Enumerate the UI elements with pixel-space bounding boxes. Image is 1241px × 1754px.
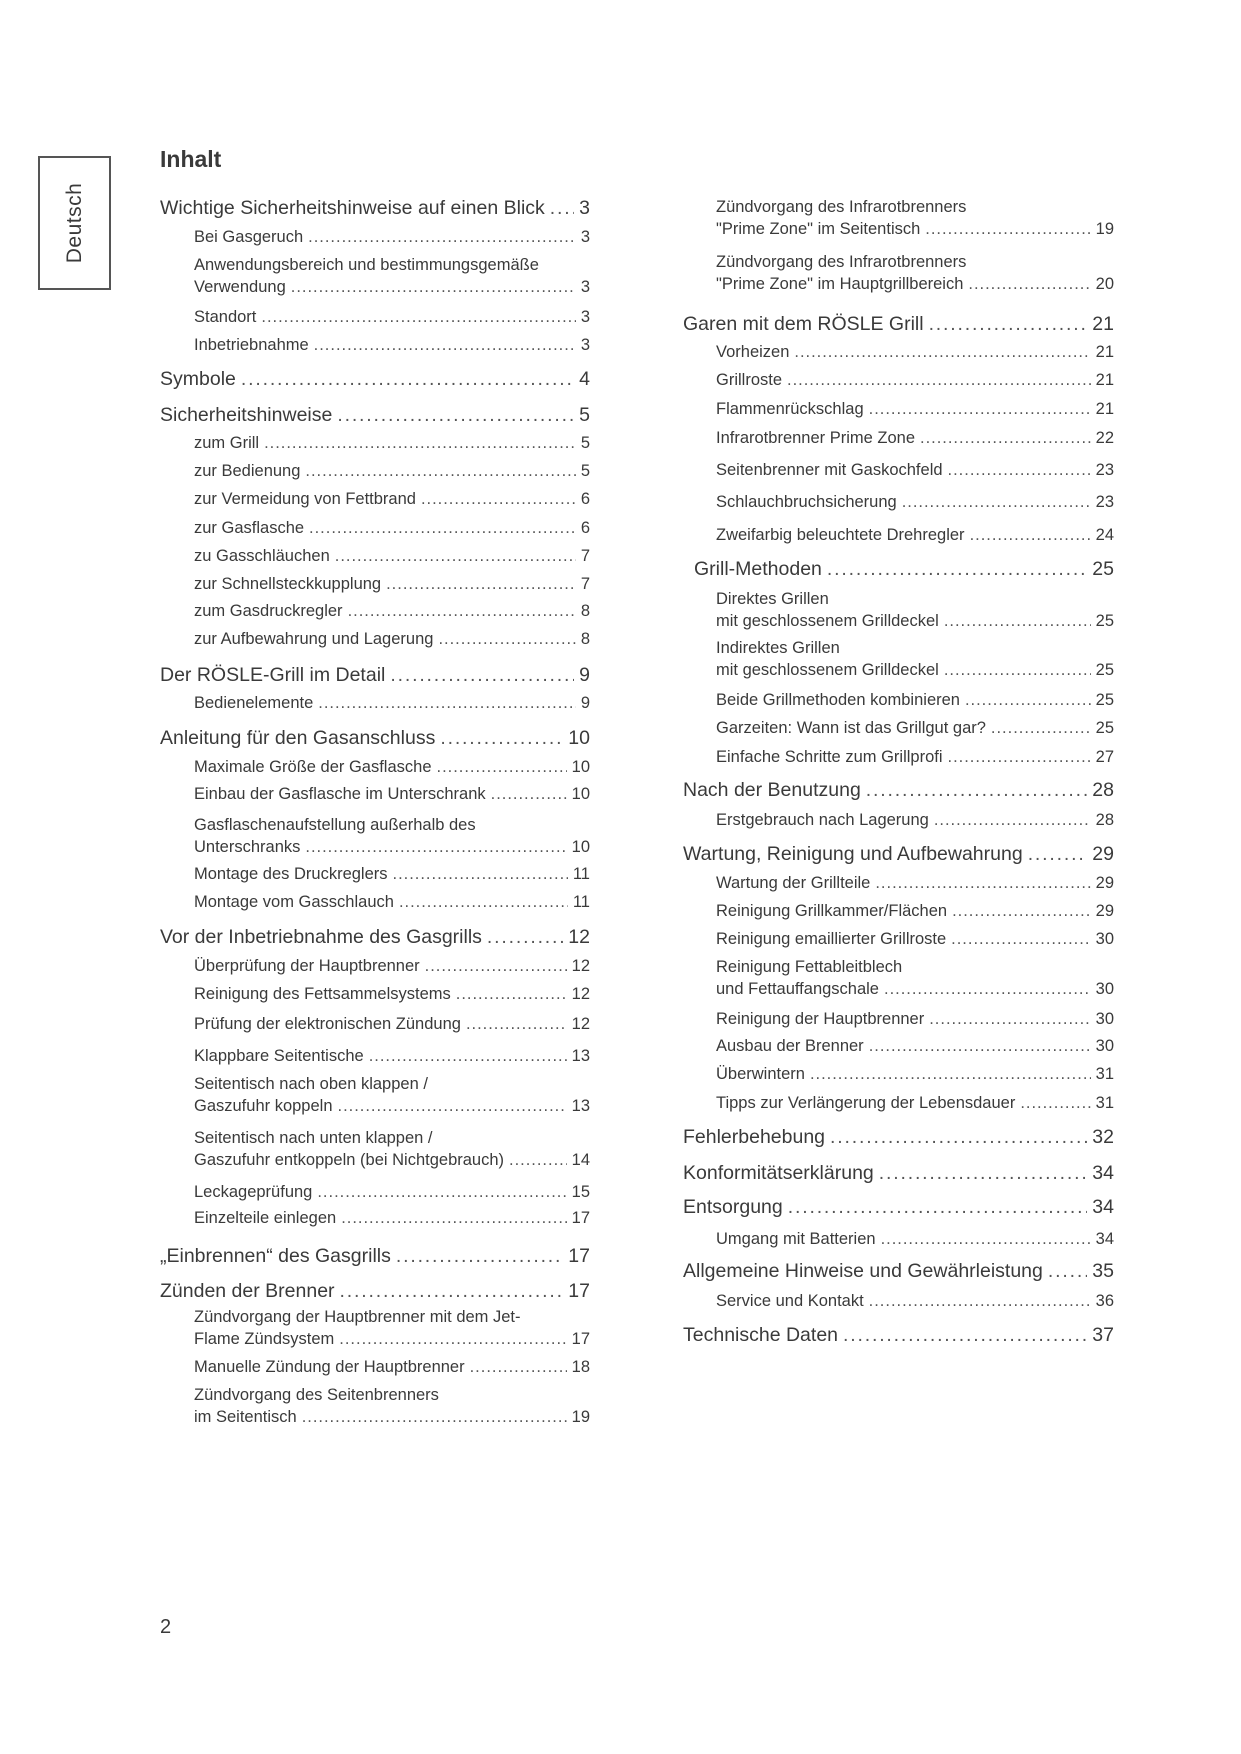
toc-entry-title: Service und Kontakt	[716, 1292, 864, 1310]
toc-entry[interactable]	[716, 588, 1114, 632]
toc-entry[interactable]	[194, 1356, 590, 1378]
toc-entry-page: 18	[571, 1358, 590, 1376]
toc-entry-title: Einfache Schritte zum Grillprofi	[716, 748, 943, 766]
toc-leader-dots	[438, 628, 575, 650]
toc-entry[interactable]	[716, 1290, 1114, 1312]
toc-entry-title: Flame Zündsystem	[194, 1330, 335, 1348]
toc-entry-title: Vor der Inbetriebnahme des Gasgrills	[160, 926, 482, 948]
language-tab	[38, 156, 111, 290]
toc-entry-page: 34	[1092, 1196, 1114, 1218]
toc-entry-title: Grillroste	[716, 371, 783, 389]
toc-entry[interactable]	[716, 809, 1114, 831]
toc-entry[interactable]	[716, 1228, 1114, 1250]
toc-leader-dots	[948, 746, 1091, 768]
toc-entry[interactable]	[194, 756, 590, 778]
toc-entry[interactable]	[716, 928, 1114, 950]
toc-entry-title: mit geschlossenem Grilldeckel	[716, 661, 939, 679]
toc-entry-page: 10	[571, 785, 590, 803]
toc-entry-page: 5	[580, 462, 590, 480]
toc-entry-title: Verwendung	[194, 278, 286, 296]
toc-leader-dots	[399, 891, 568, 913]
toc-entry[interactable]	[716, 341, 1114, 363]
toc-entry-page: 7	[580, 575, 590, 593]
toc-entry-page: 21	[1092, 313, 1114, 335]
toc-entry-title: Reinigung des Fettsammelsystems	[194, 985, 451, 1003]
toc-entry-page: 37	[1092, 1324, 1114, 1346]
toc-leader-dots	[866, 778, 1088, 802]
toc-leader-dots	[314, 334, 576, 356]
toc-entry[interactable]	[683, 312, 1114, 336]
toc-leader-dots	[879, 1161, 1088, 1185]
toc-entry-page: 25	[1095, 612, 1114, 630]
toc-entry-title: zur Bedienung	[194, 462, 301, 480]
toc-entry-title: Zünden der Brenner	[160, 1280, 335, 1302]
toc-entry[interactable]	[194, 545, 590, 567]
toc-entry-page: 6	[580, 519, 590, 537]
toc-entry-page: 12	[571, 985, 590, 1003]
toc-entry-page: 17	[571, 1330, 590, 1348]
toc-entry-title: Wartung der Grillteile	[716, 874, 871, 892]
toc-entry[interactable]	[716, 398, 1114, 420]
toc-entry[interactable]	[194, 460, 590, 482]
toc-entry-page: 4	[579, 368, 590, 390]
toc-leader-dots	[1028, 842, 1088, 866]
toc-entry-page: 3	[580, 228, 590, 246]
toc-entry-title-line: Anwendungsbereich und bestimmungsgemäße	[194, 256, 539, 274]
toc-entry-page: 9	[580, 694, 590, 712]
toc-entry[interactable]	[716, 1008, 1114, 1030]
toc-entry-page: 23	[1095, 493, 1114, 511]
toc-entry[interactable]	[716, 717, 1114, 739]
toc-entry-page: 17	[568, 1245, 590, 1267]
toc-entry[interactable]	[194, 573, 590, 595]
toc-entry[interactable]	[716, 1035, 1114, 1057]
toc-entry-page: 28	[1092, 779, 1114, 801]
toc-entry-title: Montage vom Gasschlauch	[194, 893, 394, 911]
toc-entry-title: Gaszufuhr entkoppeln (bei Nichtgebrauch)	[194, 1151, 505, 1169]
toc-entry-page: 3	[579, 197, 590, 219]
toc-leader-dots	[318, 692, 576, 714]
toc-leader-dots	[305, 836, 566, 858]
toc-entry[interactable]	[194, 783, 590, 805]
toc-entry-page: 19	[1095, 220, 1114, 238]
toc-entry-title: Seitenbrenner mit Gaskochfeld	[716, 461, 943, 479]
toc-entry-title: Schlauchbruchsicherung	[716, 493, 897, 511]
toc-entry-title: Nach der Benutzung	[683, 779, 861, 801]
toc-leader-dots	[902, 491, 1091, 513]
toc-entry-page: 11	[572, 865, 590, 883]
toc-entry[interactable]	[194, 254, 590, 298]
toc-entry-page: 15	[571, 1183, 590, 1201]
toc-leader-dots	[929, 1008, 1090, 1030]
toc-entry-page: 23	[1095, 461, 1114, 479]
toc-entry[interactable]	[683, 1161, 1114, 1185]
toc-entry-title: zum Grill	[194, 434, 260, 452]
toc-entry-title: im Seitentisch	[194, 1408, 297, 1426]
toc-entry-page: 30	[1095, 980, 1114, 998]
toc-leader-dots	[264, 432, 576, 454]
toc-entry-page: 3	[580, 336, 590, 354]
toc-leader-dots	[944, 659, 1091, 681]
toc-leader-dots	[948, 459, 1091, 481]
toc-leader-dots	[348, 600, 576, 622]
toc-entry-title: Erstgebrauch nach Lagerung	[716, 811, 929, 829]
toc-entry[interactable]	[716, 196, 1114, 240]
toc-entry-page: 6	[580, 490, 590, 508]
toc-entry[interactable]	[694, 557, 1114, 581]
toc-entry[interactable]	[160, 403, 590, 427]
toc-entry-title: Grill-Methoden	[694, 558, 822, 580]
toc-entry-title: zu Gasschläuchen	[194, 547, 330, 565]
toc-leader-dots	[934, 809, 1091, 831]
toc-leader-dots	[991, 717, 1091, 739]
toc-entry-page: 13	[571, 1097, 590, 1115]
toc-entry[interactable]	[716, 956, 1114, 1000]
toc-entry-page: 35	[1092, 1260, 1114, 1282]
toc-entry[interactable]	[160, 663, 590, 687]
toc-leader-dots	[341, 1207, 566, 1229]
toc-entry-title: Überprüfung der Hauptbrenner	[194, 957, 420, 975]
toc-entry[interactable]	[194, 432, 590, 454]
toc-entry-title-line: Seitentisch nach oben klappen /	[194, 1075, 428, 1093]
toc-leader-dots	[944, 610, 1091, 632]
toc-entry-title: Standort	[194, 308, 257, 326]
toc-entry-title: zur Aufbewahrung und Lagerung	[194, 630, 434, 648]
toc-leader-dots	[421, 488, 576, 510]
toc-leader-dots	[241, 367, 574, 391]
toc-entry[interactable]	[683, 842, 1114, 866]
toc-entry-title: Flammenrückschlag	[716, 400, 864, 418]
toc-entry[interactable]	[160, 196, 590, 220]
toc-entry[interactable]	[194, 1127, 590, 1171]
toc-entry-title: Bedienelemente	[194, 694, 314, 712]
toc-entry-page: 21	[1095, 371, 1114, 389]
toc-entry-page: 29	[1095, 874, 1114, 892]
toc-leader-dots	[393, 863, 568, 885]
toc-entry-page: 12	[568, 926, 590, 948]
toc-entry[interactable]	[160, 1244, 590, 1268]
toc-entry-title: zum Gasdruckregler	[194, 602, 343, 620]
toc-entry-title: Leckageprüfung	[194, 1183, 313, 1201]
toc-leader-dots	[920, 427, 1091, 449]
toc-entry-title-line: Seitentisch nach unten klappen /	[194, 1129, 433, 1147]
toc-entry-page: 29	[1092, 843, 1114, 865]
toc-entry-title: Wartung, Reinigung und Aufbewahrung	[683, 843, 1023, 865]
toc-leader-dots	[810, 1063, 1091, 1085]
toc-entry-page: 12	[571, 957, 590, 975]
toc-entry-page: 20	[1095, 275, 1114, 293]
toc-entry-title: Entsorgung	[683, 1196, 783, 1218]
toc-entry-page: 22	[1095, 429, 1114, 447]
toc-entry[interactable]	[716, 637, 1114, 681]
toc-entry[interactable]	[194, 306, 590, 328]
toc-entry-page: 12	[571, 1015, 590, 1033]
toc-leader-dots	[968, 273, 1090, 295]
toc-leader-dots	[794, 341, 1090, 363]
toc-entry[interactable]	[194, 1073, 590, 1117]
toc-leader-dots	[317, 1181, 566, 1203]
toc-entry[interactable]	[194, 1013, 590, 1035]
toc-entry-page: 3	[580, 278, 590, 296]
toc-entry-page: 7	[580, 547, 590, 565]
toc-leader-dots	[396, 1244, 563, 1268]
toc-entry-page: 19	[571, 1408, 590, 1426]
toc-leader-dots	[309, 517, 576, 539]
toc-entry-title: Manuelle Zündung der Hauptbrenner	[194, 1358, 465, 1376]
toc-entry-page: 17	[568, 1280, 590, 1302]
toc-entry[interactable]	[194, 1207, 590, 1229]
toc-entry-title: Inbetriebnahme	[194, 336, 309, 354]
toc-leader-dots	[965, 689, 1091, 711]
toc-entry-title-line: Direktes Grillen	[716, 590, 829, 608]
toc-entry-title: Garen mit dem RÖSLE Grill	[683, 313, 924, 335]
toc-entry-title: Infrarotbrenner Prime Zone	[716, 429, 916, 447]
toc-entry-title: Fehlerbehebung	[683, 1126, 826, 1148]
toc-entry[interactable]	[716, 427, 1114, 449]
toc-entry-title: Unterschranks	[194, 838, 301, 856]
toc-entry-title-line: Zündvorgang des Infrarotbrenners	[716, 253, 967, 271]
toc-entry-title: Reinigung emaillierter Grillroste	[716, 930, 947, 948]
toc-entry-title: Reinigung der Hauptbrenner	[716, 1010, 925, 1028]
toc-leader-dots	[884, 978, 1091, 1000]
toc-entry[interactable]	[716, 1063, 1114, 1085]
toc-entry-title-line: Indirektes Grillen	[716, 639, 840, 657]
toc-entry-page: 31	[1095, 1094, 1114, 1112]
toc-entry[interactable]	[160, 726, 590, 750]
toc-entry[interactable]	[683, 1323, 1114, 1347]
toc-entry-page: 25	[1092, 558, 1114, 580]
toc-leader-dots	[456, 983, 567, 1005]
toc-leader-dots	[869, 398, 1091, 420]
toc-entry[interactable]	[194, 1306, 590, 1350]
toc-entry[interactable]	[683, 778, 1114, 802]
toc-leader-dots	[550, 196, 574, 220]
toc-entry-title: Garzeiten: Wann ist das Grillgut gar?	[716, 719, 986, 737]
toc-entry[interactable]	[716, 1092, 1114, 1114]
toc-entry-title: Überwintern	[716, 1065, 805, 1083]
toc-leader-dots	[787, 369, 1091, 391]
toc-entry-page: 5	[580, 434, 590, 452]
toc-entry-page: 17	[571, 1209, 590, 1227]
toc-entry-title: Vorheizen	[716, 343, 790, 361]
toc-leader-dots	[440, 726, 563, 750]
toc-entry-title: und Fettauffangschale	[716, 980, 879, 998]
toc-entry-title-line: Gasflaschenaufstellung außerhalb des	[194, 816, 476, 834]
toc-entry-page: 9	[579, 664, 590, 686]
toc-entry-page: 34	[1092, 1162, 1114, 1184]
toc-entry-page: 34	[1095, 1230, 1114, 1248]
toc-entry-title: Symbole	[160, 368, 236, 390]
page-number: 2	[160, 1616, 172, 1638]
toc-entry[interactable]	[194, 692, 590, 714]
toc-entry[interactable]	[194, 955, 590, 977]
toc-leader-dots	[302, 1406, 567, 1428]
toc-title: Inhalt	[160, 146, 222, 172]
toc-entry-title: Tipps zur Verlängerung der Lebensdauer	[716, 1094, 1016, 1112]
toc-leader-dots	[951, 928, 1090, 950]
toc-entry-title: Allgemeine Hinweise und Gewährleistung	[683, 1260, 1043, 1282]
toc-entry-page: 3	[580, 308, 590, 326]
toc-entry[interactable]	[716, 459, 1114, 481]
toc-entry-title: „Einbrennen“ des Gasgrills	[160, 1245, 391, 1267]
toc-entry-page: 36	[1095, 1292, 1114, 1310]
toc-leader-dots	[952, 900, 1091, 922]
toc-entry[interactable]	[194, 334, 590, 356]
toc-entry-title: Der RÖSLE-Grill im Detail	[160, 664, 386, 686]
toc-leader-dots	[339, 1328, 566, 1350]
toc-leader-dots	[335, 545, 576, 567]
toc-leader-dots	[369, 1045, 567, 1067]
toc-leader-dots	[929, 312, 1088, 336]
toc-entry[interactable]	[160, 1279, 590, 1303]
toc-entry-title: Reinigung Grillkammer/Flächen	[716, 902, 948, 920]
toc-entry-page: 25	[1095, 719, 1114, 737]
toc-leader-dots	[308, 226, 576, 248]
toc-entry-page: 30	[1095, 1037, 1114, 1055]
toc-entry[interactable]	[194, 983, 590, 1005]
toc-entry-title: mit geschlossenem Grilldeckel	[716, 612, 939, 630]
toc-leader-dots	[970, 524, 1091, 546]
toc-leader-dots	[827, 557, 1087, 581]
toc-leader-dots	[1020, 1092, 1090, 1114]
toc-leader-dots	[830, 1125, 1087, 1149]
toc-entry-page: 8	[580, 602, 590, 620]
toc-entry[interactable]	[194, 600, 590, 622]
toc-leader-dots	[843, 1323, 1087, 1347]
toc-entry-page: 21	[1095, 343, 1114, 361]
toc-entry-title: Bei Gasgeruch	[194, 228, 304, 246]
toc-entry[interactable]	[683, 1259, 1114, 1283]
toc-leader-dots	[425, 955, 567, 977]
toc-entry-title: Einzelteile einlegen	[194, 1209, 337, 1227]
toc-entry-page: 10	[571, 838, 590, 856]
toc-entry-title: Sicherheitshinweise	[160, 404, 333, 426]
toc-entry-page: 11	[572, 893, 590, 911]
toc-entry-title: zur Schnellsteckkupplung	[194, 575, 382, 593]
toc-leader-dots	[390, 663, 574, 687]
toc-entry-page: 21	[1095, 400, 1114, 418]
toc-leader-dots	[305, 460, 575, 482]
toc-entry-title: Montage des Druckreglers	[194, 865, 388, 883]
toc-entry[interactable]	[683, 1125, 1114, 1149]
toc-leader-dots	[466, 1013, 567, 1035]
toc-entry-title: Technische Daten	[683, 1324, 839, 1346]
toc-entry[interactable]	[194, 488, 590, 510]
toc-entry[interactable]	[194, 226, 590, 248]
toc-entry-title: "Prime Zone" im Seitentisch	[716, 220, 921, 238]
toc-entry-title: Ausbau der Brenner	[716, 1037, 864, 1055]
toc-entry-page: 8	[580, 630, 590, 648]
toc-leader-dots	[386, 573, 576, 595]
toc-entry-title: Prüfung der elektronischen Zündung	[194, 1015, 461, 1033]
toc-entry[interactable]	[716, 746, 1114, 768]
toc-entry-page: 27	[1095, 748, 1114, 766]
toc-leader-dots	[1048, 1259, 1087, 1283]
toc-entry-title: "Prime Zone" im Hauptgrillbereich	[716, 275, 964, 293]
toc-leader-dots	[509, 1149, 567, 1171]
toc-entry-title: Umgang mit Batterien	[716, 1230, 876, 1248]
toc-entry-title-line: Zündvorgang des Infrarotbrenners	[716, 198, 967, 216]
toc-entry[interactable]	[716, 369, 1114, 391]
toc-leader-dots	[881, 1228, 1091, 1250]
toc-entry[interactable]	[716, 491, 1114, 513]
toc-entry-title: Anleitung für den Gasanschluss	[160, 727, 436, 749]
toc-leader-dots	[338, 1095, 567, 1117]
toc-entry[interactable]	[160, 925, 590, 949]
toc-leader-dots	[869, 1035, 1091, 1057]
toc-entry[interactable]	[194, 1384, 590, 1428]
toc-entry[interactable]	[194, 891, 590, 913]
toc-entry-page: 10	[568, 727, 590, 749]
toc-leader-dots	[487, 925, 563, 949]
toc-entry-title-line: Reinigung Fettableitblech	[716, 958, 903, 976]
toc-entry-page: 25	[1095, 691, 1114, 709]
toc-entry-title: Wichtige Sicherheitshinweise auf einen Blick	[160, 197, 545, 219]
toc-entry-title-line: Zündvorgang des Seitenbrenners	[194, 1386, 439, 1404]
toc-entry[interactable]	[716, 689, 1114, 711]
toc-leader-dots	[291, 276, 576, 298]
toc-entry[interactable]	[194, 517, 590, 539]
toc-entry[interactable]	[716, 251, 1114, 295]
toc-leader-dots	[875, 872, 1090, 894]
toc-leader-dots	[491, 783, 567, 805]
toc-entry-title-line: Zündvorgang der Hauptbrenner mit dem Jet-	[194, 1308, 521, 1326]
toc-entry-page: 28	[1095, 811, 1114, 829]
language-label: Deutsch	[62, 182, 86, 264]
toc-leader-dots	[869, 1290, 1091, 1312]
toc-leader-dots	[470, 1356, 567, 1378]
toc-entry-title: Gaszufuhr koppeln	[194, 1097, 333, 1115]
toc-entry-title: Konformitätserklärung	[683, 1162, 874, 1184]
toc-leader-dots	[925, 218, 1090, 240]
toc-entry-title: zur Gasflasche	[194, 519, 305, 537]
toc-entry-page: 30	[1095, 1010, 1114, 1028]
toc-entry-page: 5	[579, 404, 590, 426]
toc-entry[interactable]	[194, 1045, 590, 1067]
toc-leader-dots	[261, 306, 575, 328]
toc-leader-dots	[337, 403, 574, 427]
toc-entry-title: Beide Grillmethoden kombinieren	[716, 691, 960, 709]
toc-leader-dots	[340, 1279, 564, 1303]
toc-entry-title: Zweifarbig beleuchtete Drehregler	[716, 526, 965, 544]
toc-entry-title: Einbau der Gasflasche im Unterschrank	[194, 785, 486, 803]
toc-entry-page: 24	[1095, 526, 1114, 544]
toc-entry[interactable]	[194, 1181, 590, 1203]
toc-entry[interactable]	[716, 872, 1114, 894]
toc-entry[interactable]	[194, 863, 590, 885]
toc-entry-page: 32	[1092, 1126, 1114, 1148]
toc-entry-page: 13	[571, 1047, 590, 1065]
toc-leader-dots	[788, 1195, 1088, 1219]
toc-leader-dots	[437, 756, 567, 778]
toc-entry[interactable]	[160, 367, 590, 391]
toc-entry[interactable]	[194, 628, 590, 650]
toc-entry[interactable]	[716, 524, 1114, 546]
toc-entry-page: 29	[1095, 902, 1114, 920]
toc-entry-page: 14	[571, 1151, 590, 1169]
toc-entry-title: Klappbare Seitentische	[194, 1047, 364, 1065]
toc-entry[interactable]	[194, 814, 590, 858]
toc-entry-title: zur Vermeidung von Fettbrand	[194, 490, 416, 508]
toc-entry[interactable]	[683, 1195, 1114, 1219]
toc-entry-title: Maximale Größe der Gasflasche	[194, 758, 432, 776]
toc-entry-page: 25	[1095, 661, 1114, 679]
toc-entry[interactable]	[716, 900, 1114, 922]
toc-entry-page: 10	[571, 758, 590, 776]
toc-entry-page: 30	[1095, 930, 1114, 948]
toc-entry-page: 31	[1095, 1065, 1114, 1083]
